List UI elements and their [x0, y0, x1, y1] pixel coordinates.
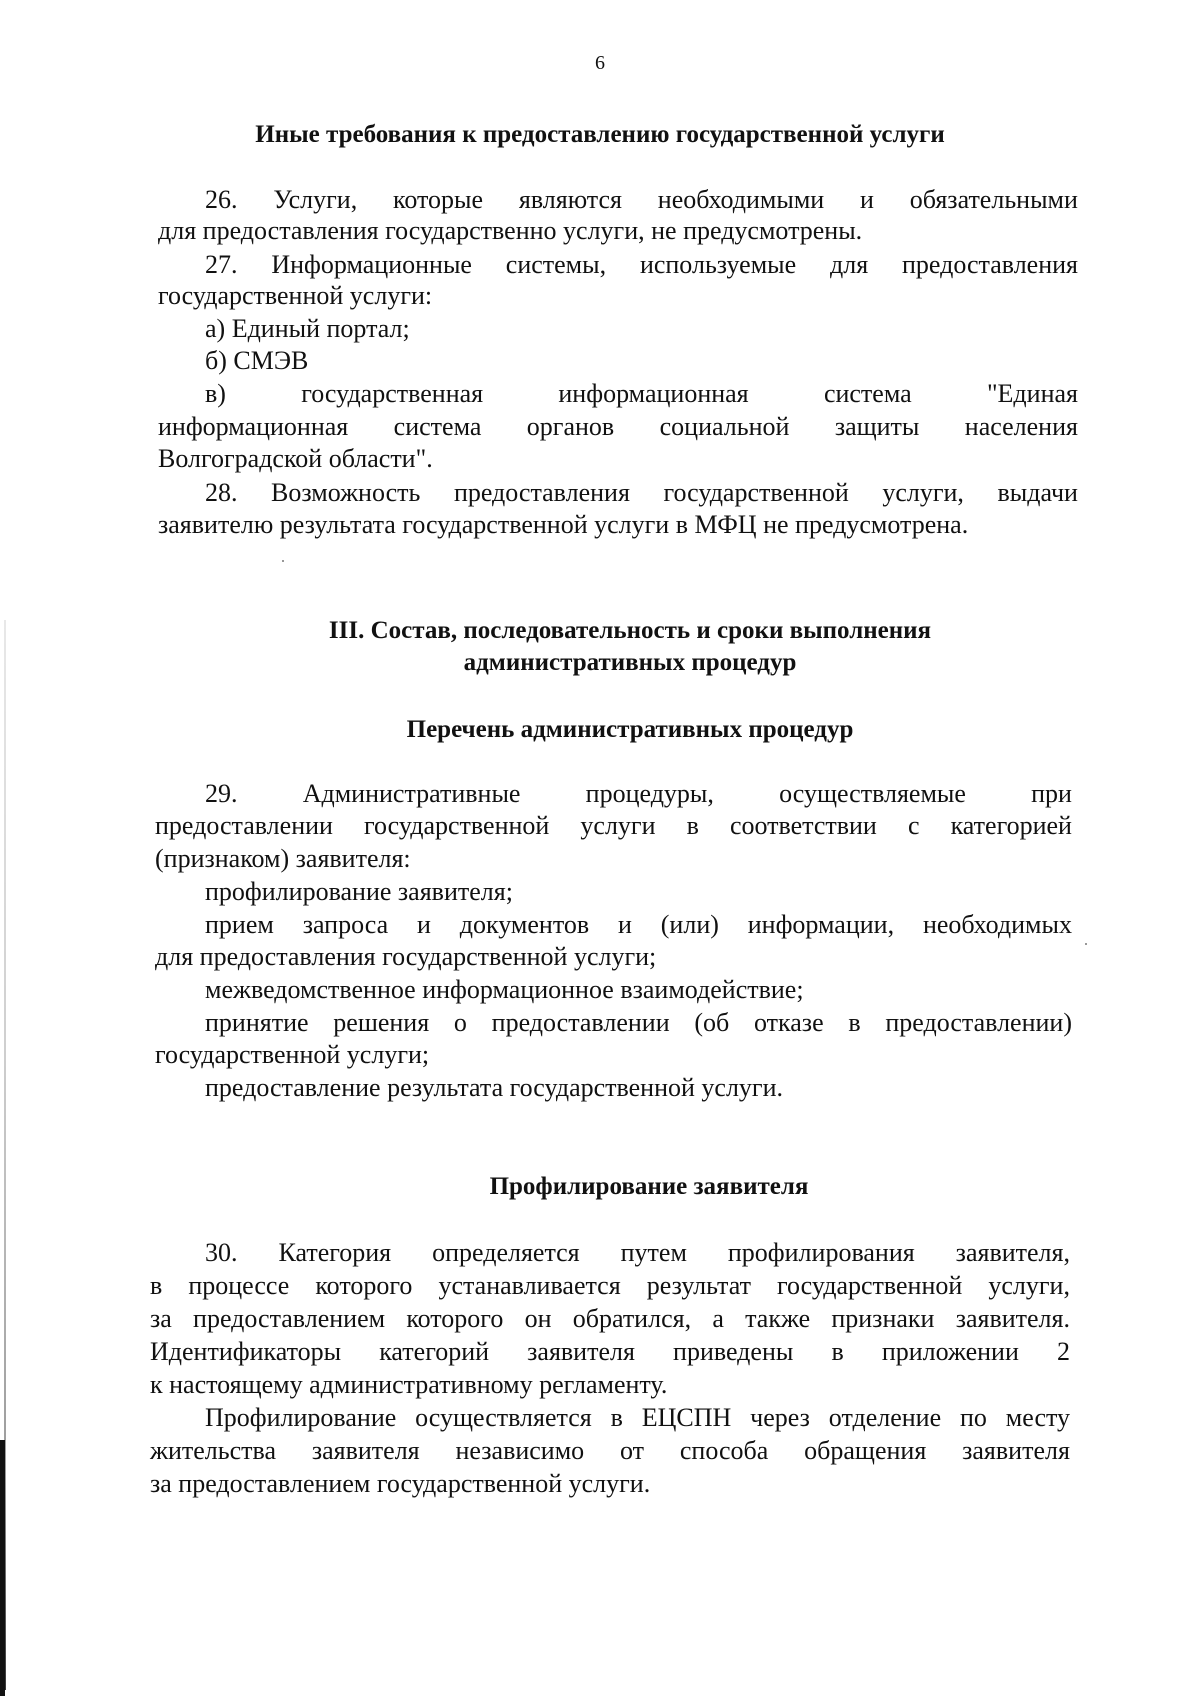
word: 30.	[205, 1238, 238, 1267]
p30-para2-line3: за предоставлением государственной услуги.	[150, 1469, 651, 1498]
p29-item2-line2: для предоставления государственной услуги;	[155, 942, 657, 971]
p30-line1	[205, 1240, 1070, 1266]
word: населения	[964, 412, 1078, 441]
word: категорий	[379, 1337, 490, 1366]
word: определяется	[432, 1238, 580, 1267]
word: ЕЦСПН	[641, 1403, 732, 1432]
word: и	[416, 910, 431, 939]
word: (или)	[660, 910, 719, 939]
page-number: 6	[595, 52, 605, 74]
word: приложении	[881, 1337, 1019, 1366]
word: профилирования	[727, 1238, 915, 1267]
word: и	[617, 910, 632, 939]
word: обратился,	[572, 1304, 692, 1333]
word: информационная	[158, 412, 349, 441]
word: предоставления	[902, 250, 1078, 279]
word: Информационные	[271, 250, 472, 279]
word: государственной	[777, 1271, 963, 1300]
p27-item-c-line3: Волгоградской области".	[158, 444, 433, 473]
p29-item4-line2: государственной услуги;	[155, 1040, 430, 1069]
word: услуги,	[988, 1271, 1070, 1300]
word: в	[831, 1337, 844, 1366]
p28-line1	[205, 480, 1078, 506]
word: предоставлением	[193, 1304, 386, 1333]
word: социальной	[659, 412, 790, 441]
p29-item3: межведомственное информационное взаимодействие;	[205, 975, 804, 1004]
scan-edge-shadow-dark	[0, 1440, 5, 1696]
word: независимо	[455, 1436, 585, 1465]
p29-item1: профилирование заявителя;	[205, 877, 513, 906]
word: государственной	[663, 478, 849, 507]
word: заявителя.	[955, 1304, 1070, 1333]
word: процессе	[188, 1271, 290, 1300]
word: решения	[333, 1008, 430, 1037]
p29-line2	[155, 813, 1072, 839]
heading-profiling: Профилирование заявителя	[489, 1173, 809, 1200]
word: по	[960, 1403, 987, 1432]
word: принятие	[205, 1008, 309, 1037]
p29-item4-line1	[205, 1010, 1072, 1036]
word: осуществляется	[415, 1403, 592, 1432]
p30-para2-line2	[150, 1438, 1070, 1464]
word: заявителя	[962, 1436, 1070, 1465]
word: способа	[679, 1436, 769, 1465]
p27-line2: государственной услуги:	[158, 281, 433, 310]
word: являются	[518, 185, 622, 214]
word: (об	[694, 1008, 730, 1037]
word: органов	[526, 412, 615, 441]
p29-line1	[205, 781, 1072, 807]
word: за	[150, 1304, 172, 1333]
p29-item5: предоставление результата государственной услуги.	[205, 1073, 784, 1102]
word: система	[823, 379, 912, 408]
heading-other-requirements: Иные требования к предоставлению государственной услуги	[255, 121, 945, 148]
word: признаки	[831, 1304, 935, 1333]
heading-procedure-list: Перечень административных процедур	[406, 716, 854, 743]
word: информации,	[747, 910, 895, 939]
p30-line3	[150, 1306, 1070, 1332]
p29-item2-line1	[205, 912, 1072, 938]
word: результат	[646, 1271, 751, 1300]
word: информационная	[558, 379, 749, 408]
word: Административные	[302, 779, 521, 808]
word: обязательными	[909, 185, 1078, 214]
section3-heading-line2: административных процедур	[463, 649, 797, 676]
p27-item-c-line1	[205, 381, 1078, 407]
word: предоставлении	[155, 811, 333, 840]
word: категорией	[950, 811, 1072, 840]
word: а	[712, 1304, 724, 1333]
word: государственная	[301, 379, 484, 408]
p30-line5: к настоящему административному регламенту.	[150, 1370, 668, 1399]
p30-line4	[150, 1339, 1070, 1365]
word: осуществляемые	[779, 779, 966, 808]
word: заявителя	[527, 1337, 635, 1366]
scan-speck	[282, 560, 284, 562]
word: 29.	[205, 779, 238, 808]
p30-line2	[150, 1273, 1070, 1299]
word: и	[860, 185, 874, 214]
word: необходимыми	[657, 185, 825, 214]
word: приведены	[673, 1337, 794, 1366]
word: с	[907, 811, 920, 840]
word: которые	[393, 185, 484, 214]
word: 26.	[205, 185, 238, 214]
word: от	[620, 1436, 645, 1465]
word: которого	[406, 1304, 504, 1333]
word: запроса	[302, 910, 389, 939]
word: он	[524, 1304, 552, 1333]
word: услуги,	[882, 478, 964, 507]
word: Категория	[278, 1238, 392, 1267]
word: Профилирование	[205, 1403, 397, 1432]
word: заявителя	[311, 1436, 420, 1465]
word: системы,	[505, 250, 607, 279]
word: жительства	[150, 1436, 276, 1465]
word: Идентификаторы	[150, 1337, 342, 1366]
p27-item-b: б) СМЭВ	[205, 346, 309, 375]
word: заявителя,	[955, 1238, 1070, 1267]
word: предоставлении)	[885, 1008, 1072, 1037]
section3-heading-line1: III. Состав, последовательность и сроки выполнения	[328, 617, 932, 644]
word: в	[610, 1403, 623, 1432]
word: соответствии	[729, 811, 877, 840]
word: 28.	[205, 478, 238, 507]
word: в)	[205, 379, 226, 408]
scan-speck	[1085, 943, 1087, 945]
word: для	[830, 250, 869, 279]
word: необходимых	[922, 910, 1072, 939]
p29-line3: (признаком) заявителя:	[155, 844, 411, 873]
word: месту	[1005, 1403, 1070, 1432]
word: "Единая	[986, 379, 1078, 408]
p26-line1	[205, 187, 1078, 213]
word: система	[393, 412, 482, 441]
p27-item-c-line2	[158, 414, 1078, 440]
word: отказе	[754, 1008, 824, 1037]
word: прием	[205, 910, 274, 939]
word: Возможность	[271, 478, 421, 507]
word: которого	[315, 1271, 413, 1300]
word: путем	[620, 1238, 687, 1267]
word: в	[150, 1271, 163, 1300]
p30-para2-line1	[205, 1405, 1070, 1431]
word: о	[453, 1008, 467, 1037]
word: услуги	[580, 811, 656, 840]
word: устанавливается	[438, 1271, 621, 1300]
word: 2	[1056, 1337, 1070, 1366]
word: в	[686, 811, 699, 840]
p28-line2: заявителю результата государственной услуги в МФЦ не предусмотрена.	[158, 510, 969, 539]
word: выдачи	[997, 478, 1078, 507]
word: при	[1031, 779, 1072, 808]
word: Услуги,	[273, 185, 358, 214]
word: процедуры,	[585, 779, 714, 808]
word: государственной	[364, 811, 550, 840]
word: используемые	[639, 250, 797, 279]
word: отделение	[828, 1403, 942, 1432]
p26-line2: для предоставления государственно услуги, не предусмотрены.	[158, 216, 863, 245]
word: предоставления	[453, 478, 630, 507]
word: также	[745, 1304, 811, 1333]
word: предоставлении	[491, 1008, 670, 1037]
word: через	[750, 1403, 810, 1432]
word: защиты	[834, 412, 920, 441]
p27-item-a: а) Единый портал;	[205, 314, 410, 343]
p27-line1	[205, 252, 1078, 278]
word: в	[848, 1008, 861, 1037]
word: документов	[459, 910, 590, 939]
word: 27.	[205, 250, 238, 279]
word: обращения	[804, 1436, 927, 1465]
